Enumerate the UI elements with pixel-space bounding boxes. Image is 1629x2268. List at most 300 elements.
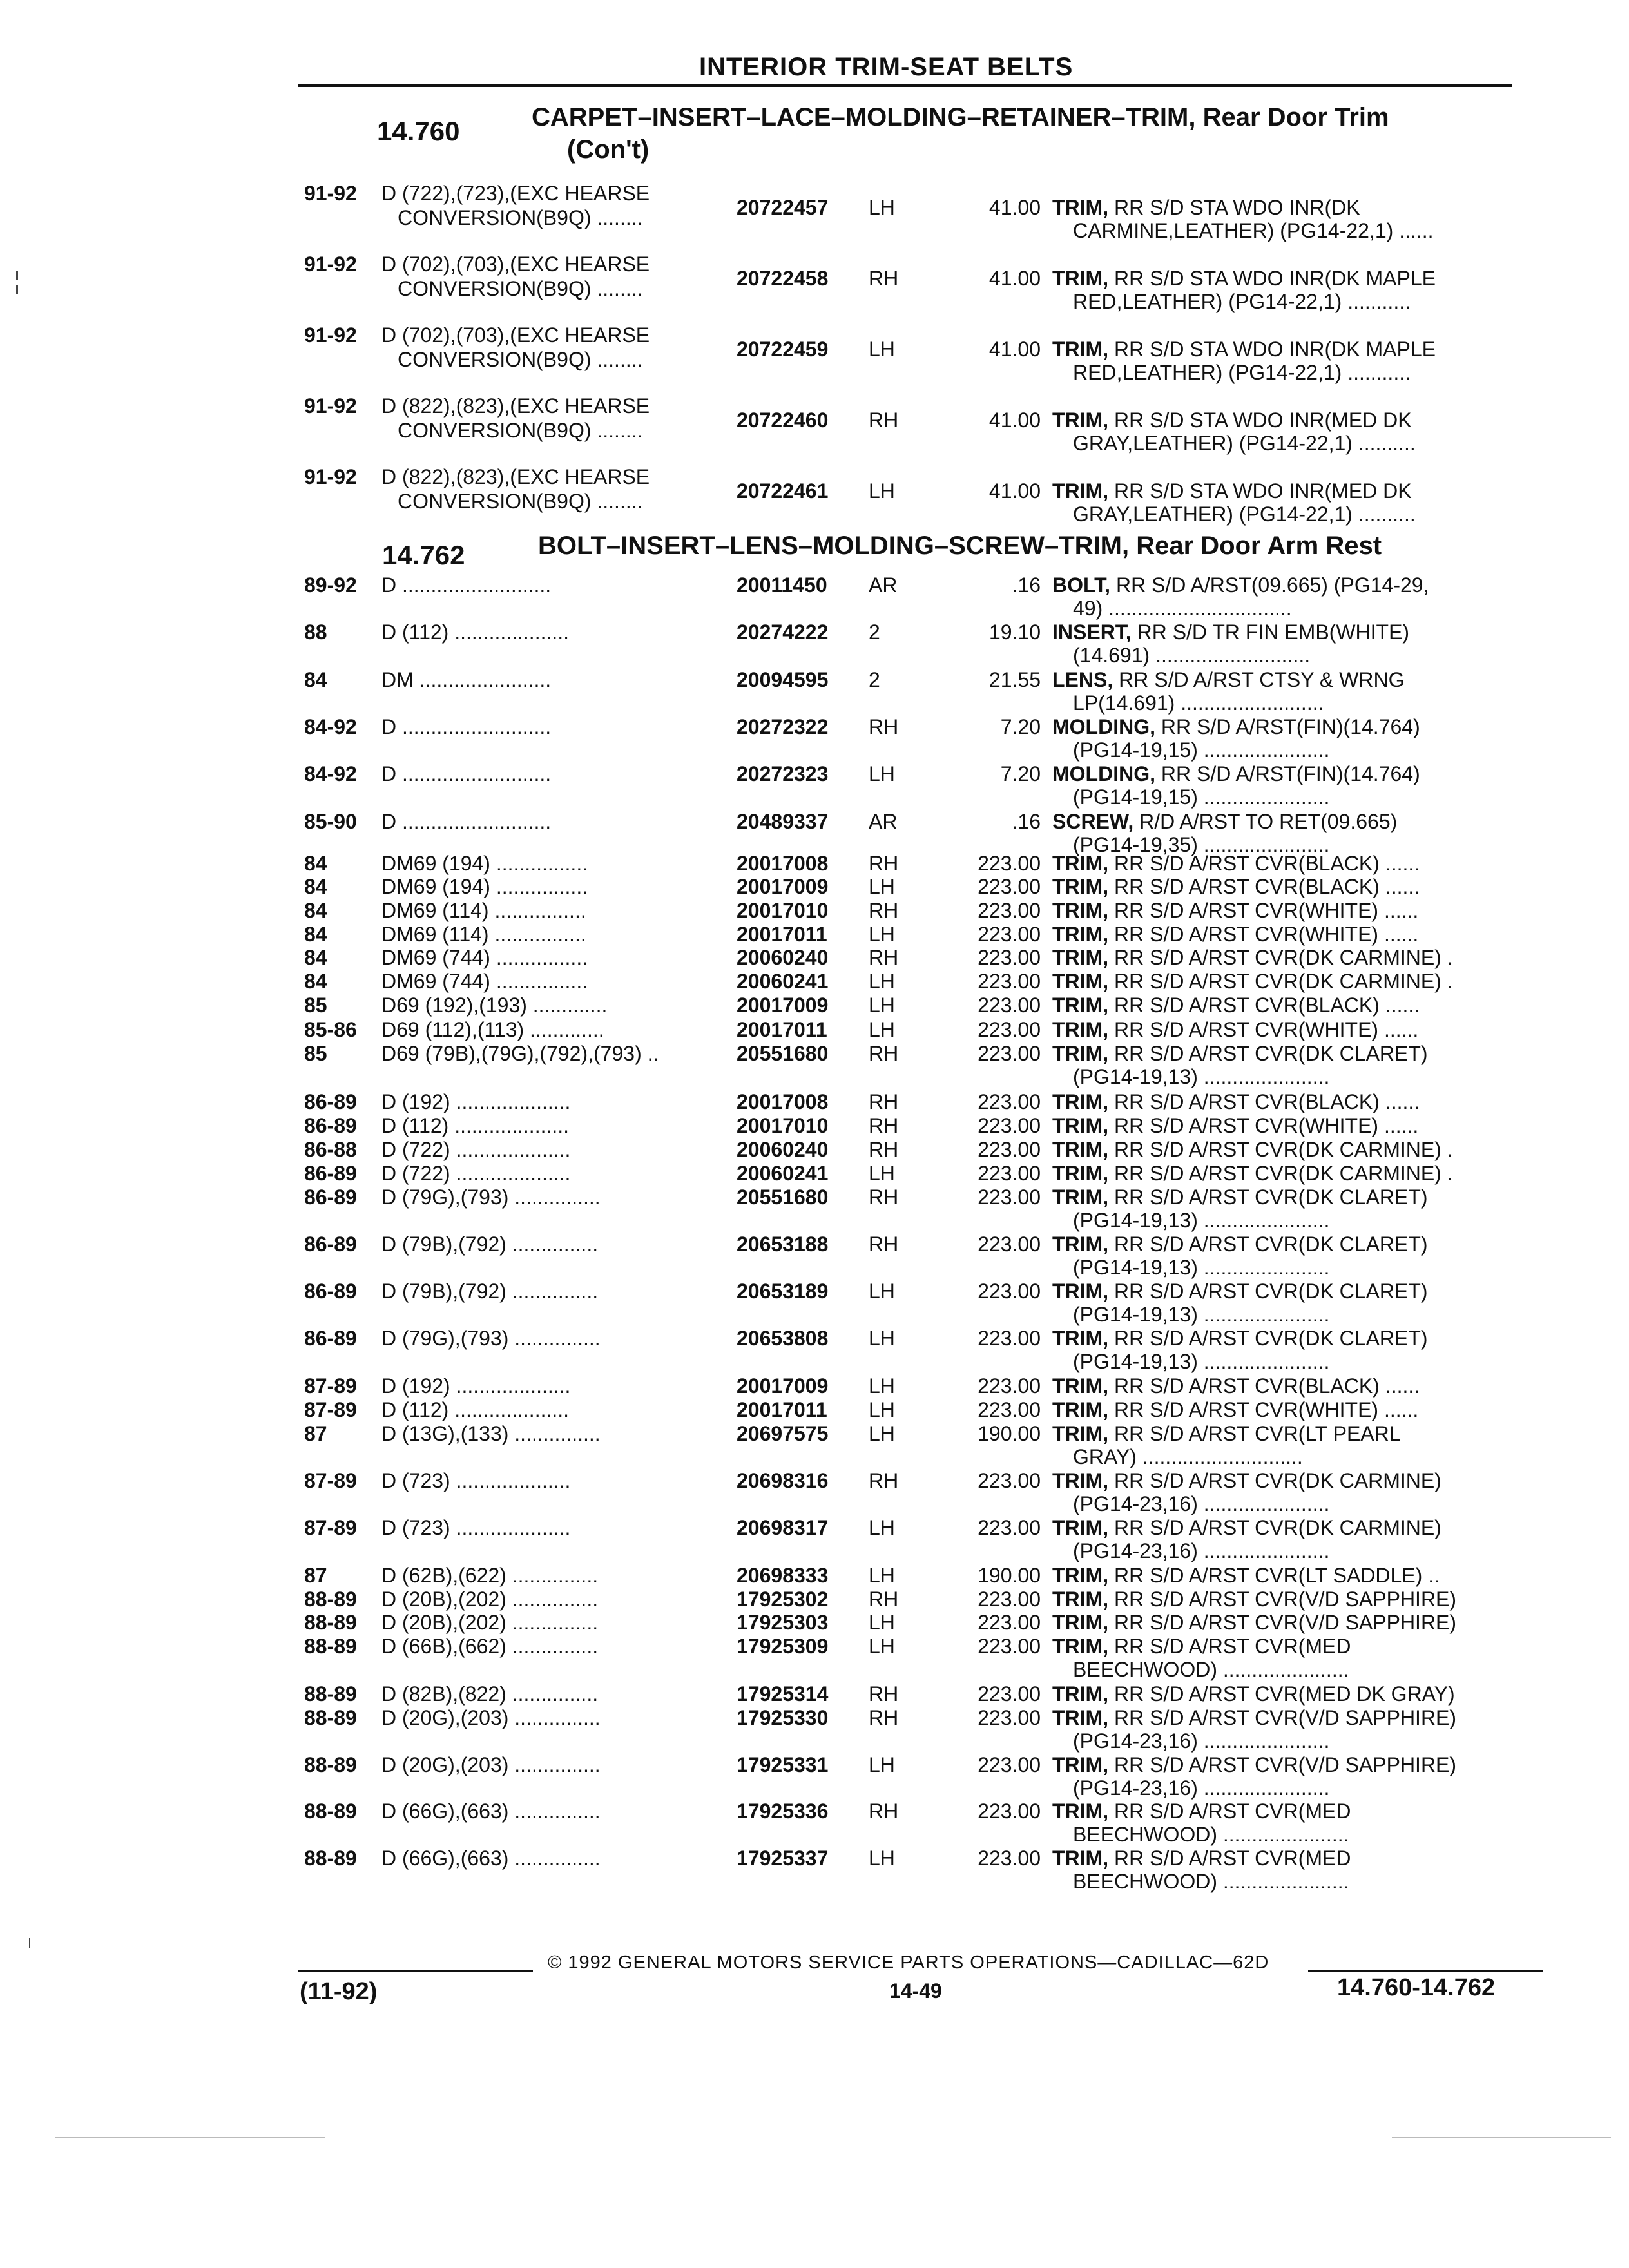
quantity: RH	[869, 1682, 899, 1706]
description: TRIM, RR S/D A/RST CVR(WHITE) ......	[1052, 1398, 1419, 1421]
model-codes: D (79B),(792) ...............	[381, 1233, 599, 1256]
part-number: 17925336	[737, 1800, 829, 1823]
quantity: LH	[869, 994, 895, 1017]
description: TRIM, RR S/D A/RST CVR(WHITE) ......	[1052, 899, 1419, 922]
description-continued: BEECHWOOD) ......................	[1073, 1870, 1349, 1893]
price: 223.00	[978, 1233, 1041, 1256]
model-codes: D ..........................	[381, 762, 552, 785]
price: 223.00	[978, 1374, 1041, 1398]
description: MOLDING, RR S/D A/RST(FIN)(14.764)	[1052, 715, 1420, 738]
model-year: 88-89	[304, 1706, 357, 1729]
description: TRIM, RR S/D A/RST CVR(DK CARMINE)	[1052, 1469, 1441, 1492]
model-codes: D69 (192),(193) .............	[381, 994, 608, 1017]
part-number: 20272323	[737, 762, 829, 785]
model-codes: D (192) ....................	[381, 1090, 571, 1113]
price: 21.55	[988, 668, 1041, 691]
price: 223.00	[978, 1847, 1041, 1870]
part-number: 20653189	[737, 1280, 829, 1303]
price: .16	[1012, 810, 1041, 833]
quantity: 2	[869, 668, 880, 691]
part-number: 17925302	[737, 1588, 829, 1611]
price: 223.00	[978, 1280, 1041, 1303]
part-number: 20272322	[737, 715, 829, 738]
description: TRIM, RR S/D A/RST CVR(LT PEARL	[1052, 1422, 1401, 1445]
quantity: AR	[869, 573, 898, 597]
quantity: RH	[869, 852, 899, 875]
model-year: 88-89	[304, 1611, 357, 1634]
description: TRIM, RR S/D STA WDO INR(DK MAPLE	[1052, 338, 1436, 361]
model-year: 84	[304, 852, 327, 875]
model-codes: D (702),(703),(EXC HEARSE	[381, 323, 650, 347]
model-year: 89-92	[304, 573, 357, 597]
description: TRIM, RR S/D A/RST CVR(V/D SAPPHIRE)	[1052, 1588, 1457, 1611]
description-continued: 49) ................................	[1073, 597, 1292, 620]
model-year: 87-89	[304, 1516, 357, 1539]
quantity: RH	[869, 1042, 899, 1065]
model-codes: D (13G),(133) ...............	[381, 1422, 601, 1445]
price: 41.00	[988, 408, 1041, 432]
part-entry	[0, 762, 1629, 814]
scan-line	[1392, 2137, 1611, 2138]
part-entry	[0, 465, 1629, 526]
part-entry	[0, 1847, 1629, 1898]
footer-rule	[1308, 1970, 1543, 1972]
model-codes: DM69 (194) ................	[381, 875, 588, 898]
price: 41.00	[988, 267, 1041, 290]
price: 223.00	[978, 1327, 1041, 1350]
quantity: RH	[869, 899, 899, 922]
model-year: 86-89	[304, 1162, 357, 1185]
model-codes: D (82B),(822) ...............	[381, 1682, 599, 1706]
price: 41.00	[988, 338, 1041, 361]
price: 223.00	[978, 1753, 1041, 1776]
part-number: 17925331	[737, 1753, 829, 1776]
section-subtitle: (Con't)	[567, 135, 650, 164]
description: TRIM, RR S/D A/RST CVR(DK CLARET)	[1052, 1327, 1428, 1350]
price: 223.00	[978, 1018, 1041, 1041]
model-year: 85-90	[304, 810, 357, 833]
model-codes-continued: CONVERSION(B9Q) ........	[398, 490, 643, 513]
part-entry	[0, 1753, 1629, 1805]
model-codes: D69 (79B),(79G),(792),(793) ..	[381, 1042, 659, 1065]
description-continued: (PG14-19,13) ......................	[1073, 1209, 1330, 1232]
model-codes: D (79B),(792) ...............	[381, 1280, 599, 1303]
quantity: RH	[869, 1233, 899, 1256]
description: TRIM, RR S/D A/RST CVR(LT SADDLE) ..	[1052, 1564, 1440, 1587]
description-continued: (PG14-19,15) ......................	[1073, 785, 1330, 809]
part-entry	[0, 253, 1629, 313]
price: 7.20	[1000, 715, 1041, 738]
part-number: 20551680	[737, 1042, 829, 1065]
description-continued: (PG14-19,13) ......................	[1073, 1065, 1330, 1088]
description: TRIM, RR S/D A/RST CVR(MED	[1052, 1635, 1351, 1658]
model-codes: D (822),(823),(EXC HEARSE	[381, 394, 650, 418]
part-entry	[0, 1469, 1629, 1521]
quantity: LH	[869, 1847, 895, 1870]
description: TRIM, RR S/D A/RST CVR(WHITE) ......	[1052, 1018, 1419, 1041]
quantity: LH	[869, 1422, 895, 1445]
model-codes: D (722) ....................	[381, 1162, 571, 1185]
description: TRIM, RR S/D STA WDO INR(DK	[1052, 196, 1360, 219]
description: TRIM, RR S/D A/RST CVR(BLACK) ......	[1052, 852, 1420, 875]
scan-line	[55, 2137, 325, 2138]
quantity: LH	[869, 196, 895, 219]
model-codes: D (112) ....................	[381, 1114, 570, 1137]
model-codes: D ..........................	[381, 715, 552, 738]
price: 223.00	[978, 852, 1041, 875]
model-year: 86-89	[304, 1327, 357, 1350]
part-number: 20698317	[737, 1516, 829, 1539]
model-codes: DM69 (114) ................	[381, 899, 586, 922]
description: TRIM, RR S/D A/RST CVR(DK CARMINE) .	[1052, 946, 1453, 969]
description-continued: GRAY) ............................	[1073, 1445, 1303, 1468]
part-number: 20017009	[737, 1374, 829, 1398]
price: 223.00	[978, 899, 1041, 922]
description: TRIM, RR S/D A/RST CVR(V/D SAPPHIRE)	[1052, 1706, 1457, 1729]
price: 223.00	[978, 1042, 1041, 1065]
part-number: 17925330	[737, 1706, 829, 1729]
quantity: RH	[869, 1706, 899, 1729]
part-number: 20017010	[737, 899, 829, 922]
part-number: 17925309	[737, 1635, 829, 1658]
footer-date: (11-92)	[300, 1978, 378, 2005]
model-codes-continued: CONVERSION(B9Q) ........	[398, 277, 643, 300]
quantity: RH	[869, 408, 899, 432]
model-year: 84-92	[304, 762, 357, 785]
quantity: LH	[869, 1635, 895, 1658]
model-year: 86-89	[304, 1280, 357, 1303]
model-year: 88-89	[304, 1847, 357, 1870]
description-continued: (PG14-23,16) ......................	[1073, 1729, 1330, 1753]
part-entry	[0, 1042, 1629, 1093]
part-number: 17925314	[737, 1682, 829, 1706]
part-number: 20017009	[737, 875, 829, 898]
price: 223.00	[978, 1469, 1041, 1492]
model-codes-continued: CONVERSION(B9Q) ........	[398, 348, 643, 371]
model-codes: D (702),(703),(EXC HEARSE	[381, 253, 650, 276]
price: 223.00	[978, 1635, 1041, 1658]
description: TRIM, RR S/D A/RST CVR(DK CARMINE) .	[1052, 1162, 1453, 1185]
part-number: 20017011	[737, 923, 827, 946]
description-continued: BEECHWOOD) ......................	[1073, 1823, 1349, 1846]
part-entry	[0, 1233, 1629, 1284]
price: 223.00	[978, 1588, 1041, 1611]
model-year: 86-89	[304, 1233, 357, 1256]
price: 190.00	[978, 1422, 1041, 1445]
part-number: 20017009	[737, 994, 829, 1017]
quantity: LH	[869, 1611, 895, 1634]
model-year: 87-89	[304, 1374, 357, 1398]
description-continued: (PG14-19,13) ......................	[1073, 1256, 1330, 1279]
model-year: 84	[304, 923, 327, 946]
page-header-title: INTERIOR TRIM-SEAT BELTS	[699, 53, 1074, 81]
model-codes: D (66B),(662) ...............	[381, 1635, 599, 1658]
price: 223.00	[978, 923, 1041, 946]
model-year: 91-92	[304, 182, 357, 205]
description: TRIM, RR S/D A/RST CVR(DK CARMINE)	[1052, 1516, 1441, 1539]
description: SCREW, R/D A/RST TO RET(09.665)	[1052, 810, 1398, 833]
part-number: 20017008	[737, 852, 829, 875]
description: LENS, RR S/D A/RST CTSY & WRNG	[1052, 668, 1405, 691]
quantity: RH	[869, 1588, 899, 1611]
price: 223.00	[978, 1706, 1041, 1729]
price: 41.00	[988, 479, 1041, 503]
description: TRIM, RR S/D STA WDO INR(DK MAPLE	[1052, 267, 1436, 290]
quantity: LH	[869, 1327, 895, 1350]
part-entry	[0, 323, 1629, 384]
quantity: LH	[869, 762, 895, 785]
description: TRIM, RR S/D STA WDO INR(MED DK	[1052, 479, 1412, 503]
quantity: LH	[869, 1162, 895, 1185]
model-year: 91-92	[304, 253, 357, 276]
quantity: LH	[869, 338, 895, 361]
description: TRIM, RR S/D A/RST CVR(WHITE) ......	[1052, 1114, 1419, 1137]
description: TRIM, RR S/D A/RST CVR(DK CLARET)	[1052, 1233, 1428, 1256]
price: 7.20	[1000, 762, 1041, 785]
description-continued: (PG14-19,13) ......................	[1073, 1350, 1330, 1373]
description: TRIM, RR S/D A/RST CVR(MED	[1052, 1800, 1351, 1823]
model-year: 84	[304, 970, 327, 993]
description: TRIM, RR S/D A/RST CVR(V/D SAPPHIRE)	[1052, 1753, 1457, 1776]
part-number: 20698316	[737, 1469, 829, 1492]
quantity: RH	[869, 1800, 899, 1823]
model-codes: D ..........................	[381, 573, 552, 597]
part-number: 17925337	[737, 1847, 829, 1870]
quantity: RH	[869, 715, 899, 738]
description-continued: (PG14-19,35) ......................	[1073, 833, 1330, 856]
model-year: 86-89	[304, 1186, 357, 1209]
model-codes: D (66G),(663) ...............	[381, 1847, 601, 1870]
price: 223.00	[978, 1138, 1041, 1161]
part-entry	[0, 1635, 1629, 1686]
model-codes: D (62B),(622) ...............	[381, 1564, 599, 1587]
description: TRIM, RR S/D STA WDO INR(MED DK	[1052, 408, 1412, 432]
description-continued: CARMINE,LEATHER) (PG14-22,1) ......	[1073, 219, 1434, 242]
description-continued: (PG14-23,16) ......................	[1073, 1776, 1330, 1800]
description: BOLT, RR S/D A/RST(09.665) (PG14-29,	[1052, 573, 1429, 597]
part-entry	[0, 1280, 1629, 1331]
part-number: 20017008	[737, 1090, 829, 1113]
part-number: 20722458	[737, 267, 829, 290]
footer-page-number: 14-49	[889, 1979, 942, 2003]
model-codes: D (722),(723),(EXC HEARSE	[381, 182, 650, 205]
model-year: 88-89	[304, 1588, 357, 1611]
model-year: 84	[304, 899, 327, 922]
part-number: 20697575	[737, 1422, 829, 1445]
description: TRIM, RR S/D A/RST CVR(DK CLARET)	[1052, 1280, 1428, 1303]
quantity: LH	[869, 1564, 895, 1587]
description: TRIM, RR S/D A/RST CVR(DK CLARET)	[1052, 1042, 1428, 1065]
description-continued: LP(14.691) .........................	[1073, 691, 1324, 715]
price: 223.00	[978, 1611, 1041, 1634]
part-entry	[0, 394, 1629, 455]
price: 190.00	[978, 1564, 1041, 1587]
model-codes: D (20G),(203) ...............	[381, 1706, 601, 1729]
price: 223.00	[978, 1516, 1041, 1539]
part-entry	[0, 182, 1629, 242]
description: TRIM, RR S/D A/RST CVR(BLACK) ......	[1052, 1374, 1420, 1398]
model-codes: D69 (112),(113) .............	[381, 1018, 604, 1041]
scan-mark	[16, 271, 18, 280]
quantity: RH	[869, 267, 899, 290]
description-continued: (14.691) ...........................	[1073, 644, 1311, 667]
price: 223.00	[978, 970, 1041, 993]
part-number: 20017010	[737, 1114, 829, 1137]
quantity: LH	[869, 1280, 895, 1303]
model-year: 85-86	[304, 1018, 357, 1041]
price: 223.00	[978, 1398, 1041, 1421]
quantity: RH	[869, 1090, 899, 1113]
model-codes: D (112) ....................	[381, 1398, 570, 1421]
part-number: 20094595	[737, 668, 829, 691]
description-continued: RED,LEATHER) (PG14-22,1) ...........	[1073, 290, 1411, 313]
model-codes: DM69 (194) ................	[381, 852, 588, 875]
part-entry	[0, 1516, 1629, 1568]
model-codes: DM69 (744) ................	[381, 970, 588, 993]
part-number: 20060241	[737, 1162, 829, 1185]
description: TRIM, RR S/D A/RST CVR(DK CLARET)	[1052, 1186, 1428, 1209]
model-codes: D (79G),(793) ...............	[381, 1327, 601, 1350]
model-codes: D ..........................	[381, 810, 552, 833]
price: 223.00	[978, 875, 1041, 898]
part-entry	[0, 668, 1629, 720]
description: TRIM, RR S/D A/RST CVR(MED	[1052, 1847, 1351, 1870]
model-year: 86-89	[304, 1090, 357, 1113]
section-title: BOLT–INSERT–LENS–MOLDING–SCREW–TRIM, Rear Door Arm Rest	[538, 532, 1382, 560]
quantity: 2	[869, 620, 880, 644]
section-title: CARPET–INSERT–LACE–MOLDING–RETAINER–TRIM, Rear Door Trim	[532, 103, 1389, 131]
description: TRIM, RR S/D A/RST CVR(WHITE) ......	[1052, 923, 1419, 946]
part-number: 17925303	[737, 1611, 829, 1634]
quantity: LH	[869, 923, 895, 946]
model-codes-continued: CONVERSION(B9Q) ........	[398, 206, 643, 229]
model-year: 86-89	[304, 1114, 357, 1137]
price: 223.00	[978, 1090, 1041, 1113]
part-entry	[0, 620, 1629, 672]
description: TRIM, RR S/D A/RST CVR(V/D SAPPHIRE)	[1052, 1611, 1457, 1634]
part-number: 20722460	[737, 408, 829, 432]
model-year: 91-92	[304, 465, 357, 488]
model-year: 91-92	[304, 323, 357, 347]
model-codes: D (722) ....................	[381, 1138, 571, 1161]
description: MOLDING, RR S/D A/RST(FIN)(14.764)	[1052, 762, 1420, 785]
quantity: LH	[869, 1374, 895, 1398]
footer-copyright: © 1992 GENERAL MOTORS SERVICE PARTS OPERATIONS—CADILLAC—62D	[548, 1952, 1269, 1973]
description-continued: (PG14-23,16) ......................	[1073, 1539, 1330, 1562]
model-codes: D (79G),(793) ...............	[381, 1186, 601, 1209]
part-entry	[0, 715, 1629, 767]
part-entry	[0, 1327, 1629, 1378]
model-year: 87-89	[304, 1398, 357, 1421]
quantity: LH	[869, 1753, 895, 1776]
description-continued: GRAY,LEATHER) (PG14-22,1) ..........	[1073, 503, 1416, 526]
footer-section-range: 14.760-14.762	[1337, 1974, 1496, 2001]
part-entry	[0, 1186, 1629, 1237]
description-continued: (PG14-19,15) ......................	[1073, 738, 1330, 762]
part-number: 20060240	[737, 1138, 829, 1161]
description-continued: (PG14-23,16) ......................	[1073, 1492, 1330, 1515]
description: INSERT, RR S/D TR FIN EMB(WHITE)	[1052, 620, 1410, 644]
footer-rule	[298, 1970, 533, 1972]
description: TRIM, RR S/D A/RST CVR(BLACK) ......	[1052, 1090, 1420, 1113]
quantity: RH	[869, 1186, 899, 1209]
description-continued: BEECHWOOD) ......................	[1073, 1658, 1349, 1681]
header-rule	[298, 84, 1512, 87]
part-number: 20489337	[737, 810, 829, 833]
quantity: RH	[869, 946, 899, 969]
scan-mark	[16, 285, 18, 294]
price: 19.10	[988, 620, 1041, 644]
quantity: LH	[869, 479, 895, 503]
price: 223.00	[978, 994, 1041, 1017]
model-codes: D (20G),(203) ...............	[381, 1753, 601, 1776]
section-number: 14.760	[377, 116, 460, 146]
part-number: 20722457	[737, 196, 829, 219]
part-number: 20722461	[737, 479, 829, 503]
model-year: 91-92	[304, 394, 357, 418]
section-number: 14.762	[382, 540, 465, 570]
part-number: 20060240	[737, 946, 829, 969]
model-year: 88-89	[304, 1753, 357, 1776]
part-number: 20060241	[737, 970, 829, 993]
quantity: RH	[869, 1138, 899, 1161]
quantity: LH	[869, 1018, 895, 1041]
model-codes: DM .......................	[381, 668, 552, 691]
model-codes: D (822),(823),(EXC HEARSE	[381, 465, 650, 488]
model-year: 86-88	[304, 1138, 357, 1161]
model-codes: DM69 (114) ................	[381, 923, 586, 946]
price: 41.00	[988, 196, 1041, 219]
model-codes: D (20B),(202) ...............	[381, 1588, 599, 1611]
model-year: 88-89	[304, 1635, 357, 1658]
description: TRIM, RR S/D A/RST CVR(DK CARMINE) .	[1052, 970, 1453, 993]
description: TRIM, RR S/D A/RST CVR(DK CARMINE) .	[1052, 1138, 1453, 1161]
model-year: 85	[304, 1042, 327, 1065]
model-year: 84	[304, 668, 327, 691]
part-number: 20722459	[737, 338, 829, 361]
model-codes: D (66G),(663) ...............	[381, 1800, 601, 1823]
part-number: 20011450	[737, 573, 827, 597]
model-year: 85	[304, 994, 327, 1017]
model-codes: D (723) ....................	[381, 1469, 571, 1492]
model-year: 87	[304, 1564, 327, 1587]
model-codes-continued: CONVERSION(B9Q) ........	[398, 419, 643, 442]
model-year: 84	[304, 875, 327, 898]
quantity: AR	[869, 810, 898, 833]
price: 223.00	[978, 1682, 1041, 1706]
model-codes: D (112) ....................	[381, 620, 570, 644]
description-continued: GRAY,LEATHER) (PG14-22,1) ..........	[1073, 432, 1416, 455]
price: 223.00	[978, 1186, 1041, 1209]
description-continued: (PG14-19,13) ......................	[1073, 1303, 1330, 1326]
description-continued: RED,LEATHER) (PG14-22,1) ...........	[1073, 361, 1411, 384]
quantity: LH	[869, 970, 895, 993]
part-number: 20017011	[737, 1398, 827, 1421]
description: TRIM, RR S/D A/RST CVR(BLACK) ......	[1052, 994, 1420, 1017]
quantity: RH	[869, 1469, 899, 1492]
model-codes: D (192) ....................	[381, 1374, 571, 1398]
quantity: RH	[869, 1114, 899, 1137]
model-year: 88-89	[304, 1800, 357, 1823]
model-year: 87	[304, 1422, 327, 1445]
part-entry	[0, 1706, 1629, 1758]
model-codes: D (723) ....................	[381, 1516, 571, 1539]
part-entry	[0, 573, 1629, 625]
part-entry	[0, 1800, 1629, 1851]
quantity: LH	[869, 1398, 895, 1421]
description: TRIM, RR S/D A/RST CVR(MED DK GRAY)	[1052, 1682, 1455, 1706]
price: 223.00	[978, 946, 1041, 969]
